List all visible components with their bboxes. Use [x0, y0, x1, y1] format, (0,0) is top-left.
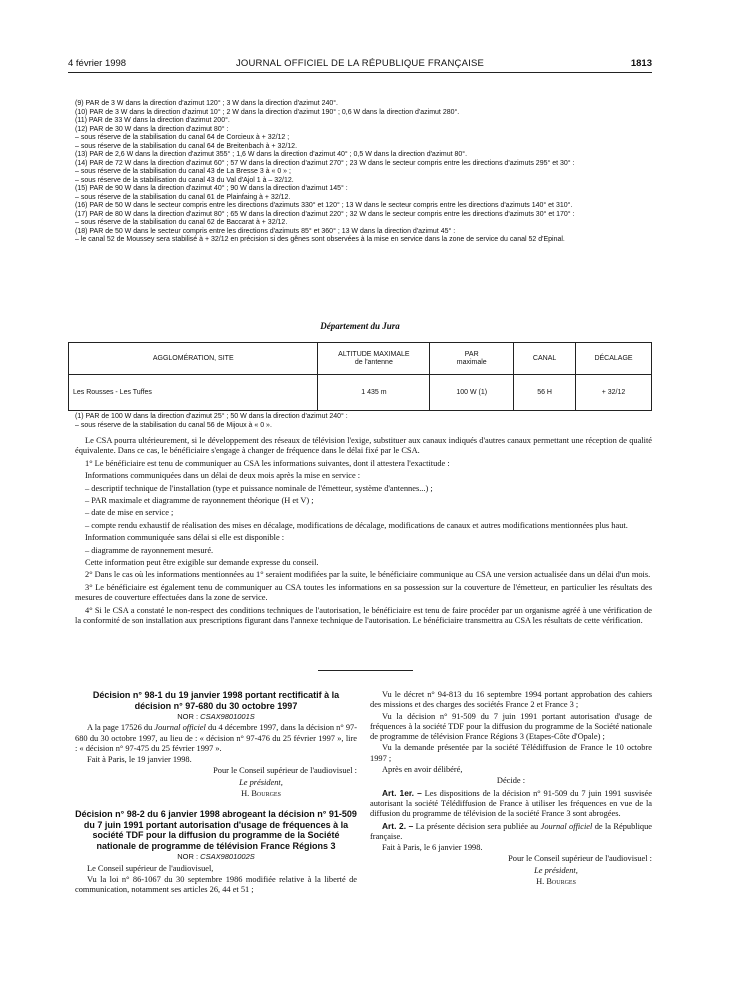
- paragraph: Après en avoir délibéré,: [382, 765, 463, 775]
- col-header-altitude: [318, 343, 430, 375]
- text-run: Journal officiel: [540, 821, 593, 831]
- signature-name: H. Bourges: [536, 877, 576, 887]
- list-item: – compte rendu exhaustif de réalisation des mises en décalage, modifications de décalage, modifications de canaux et autres modifications mentionnées plus haut.: [85, 520, 628, 530]
- nor-code: CSAX9801001S: [200, 712, 255, 721]
- paragraph: 2° Dans le cas où les informations mentionnées au 1° seraient modifiées par la suite, le bénéficiaire communique au CSA une version actualisée dans un délai d'un mois.: [85, 570, 651, 580]
- done-at: Fait à Paris, le 6 janvier 1998.: [382, 843, 483, 853]
- signature-name: H. Bourges: [241, 789, 281, 799]
- right-column: [370, 690, 652, 888]
- paragraph: [75, 723, 357, 754]
- header-rule: [68, 72, 652, 73]
- footnote: (1) PAR de 100 W dans la direction d'azimut 25° ; 50 W dans la direction d'azimut 240° :: [75, 413, 348, 420]
- signature-role: Le président,: [239, 777, 283, 787]
- article-label: Art. 1er. –: [382, 787, 422, 798]
- footnote: (18) PAR de 50 W dans le secteur compris entre les directions d'azimuts 85° et 360° ; 13 W dans la direction d'azimut 45° :: [75, 227, 456, 235]
- paragraph: Cette information peut être exigible sur demande expresse du conseil.: [85, 558, 319, 568]
- col-header-site: AGGLOMÉRATION, SITE: [69, 343, 318, 375]
- header-date: 4 février 1998: [68, 58, 127, 69]
- paragraph: 3° Le bénéficiaire est également tenu de communiquer au CSA toutes les informations en sa possession sur la couverture de l'émetteur, en particulier les résultats des mesures de couverture effectuées dans la zone de service.: [75, 582, 652, 603]
- par-sub-label: maximale: [456, 358, 487, 366]
- header-journal-title: JOURNAL OFFICIEL DE LA RÉPUBLIQUE FRANÇAISE: [235, 58, 485, 69]
- done-at: Fait à Paris, le 19 janvier 1998.: [87, 755, 192, 765]
- footnote: (17) PAR de 80 W dans la direction d'azimut 80° ; 65 W dans la direction d'azimut 220° ; 32 W dans le secteur compris entre les directions d'azimuts 30° et 170° :: [75, 210, 575, 218]
- list-item: – date de mise en service ;: [85, 508, 174, 518]
- footnote: (12) PAR de 30 W dans la direction d'azimut 80° :: [75, 125, 229, 133]
- footnote: (13) PAR de 2,6 W dans la direction d'azimut 355° ; 1,6 W dans la direction d'azimut 40° ; 0,5 W dans la direction d'azimut 80°.: [75, 151, 468, 158]
- footnote: (16) PAR de 50 W dans le secteur compris entre les directions d'azimuts 330° et 120° ; 13 W dans le secteur compris entre les directions d'azimuts 140° et 310°.: [75, 202, 573, 209]
- section-separator: [318, 670, 413, 671]
- header-page-number: 1813: [630, 58, 652, 69]
- list-item: – descriptif technique de l'installation (type et puissance nominale de l'émetteur, système d'antennes...) ;: [85, 483, 433, 493]
- paragraph: Vu la loi n° 86-1067 du 30 septembre 1986 modifiée relative à la liberté de communication, notamment ses articles 26, 44 et 51 ;: [75, 874, 357, 895]
- table-header-row: [69, 343, 652, 375]
- cell-par: 100 W (1): [430, 375, 514, 411]
- par-label: PAR: [464, 350, 479, 358]
- footnote: (14) PAR de 72 W dans la direction d'azimut 60° ; 57 W dans la direction d'azimut 270° ; 23 W dans le secteur compris entre les directions d'azimuts 295° et 30° :: [75, 159, 575, 167]
- paragraph: 1° Le bénéficiaire est tenu de communiquer au CSA les informations suivantes, dont il attestera l'exactitude :: [85, 458, 450, 468]
- footnote: – sous réserve de la stabilisation du canal 64 de Corcieux à + 32/12 ;: [75, 134, 290, 141]
- department-heading: Département du Jura: [320, 321, 400, 331]
- page-header: [68, 58, 652, 72]
- cell-altitude: 1 435 m: [318, 375, 430, 411]
- article-label: Art. 2. –: [382, 820, 414, 831]
- cell-site: Les Rousses - Les Tuffes: [69, 375, 318, 411]
- nor-reference: [75, 852, 357, 862]
- decide-heading: Décide :: [496, 776, 526, 786]
- paragraph: Vu la décision n° 91-509 du 7 juin 1991 portant autorisation d'usage de fréquences à la société TDF pour la diffusion du programme de la Société nationale de programme de télévision France Régions 3 (Etapes-Côte d'Opale) ;: [370, 711, 652, 742]
- text-run: La présente décision sera publiée au: [413, 821, 541, 831]
- nor-reference: [75, 712, 357, 722]
- nor-label: NOR :: [177, 852, 199, 862]
- nor-code: CSAX9801002S: [200, 852, 255, 862]
- cell-canal: 56 H: [514, 375, 576, 411]
- footnote: – sous réserve de la stabilisation du canal 43 du Val d'Ajol 1 à – 32/12.: [75, 176, 294, 184]
- altitude-label: ALTITUDE MAXIMALE: [338, 350, 410, 358]
- table-footnotes: [75, 413, 650, 430]
- conditions-text: [75, 436, 652, 629]
- article-2: [370, 821, 652, 843]
- col-header-decalage: DÉCALAGE: [576, 343, 652, 375]
- list-item: – PAR maximale et diagramme de rayonnement théorique (H et V) ;: [85, 496, 314, 506]
- text-run: de la République française.: [370, 821, 653, 841]
- frequency-table: [68, 342, 652, 411]
- decision-title: Décision n° 98-2 du 6 janvier 1998 abrogeant la décision n° 91-509 du 7 juin 1991 portant autorisation d'usage de fréquences à la société TDF pour la diffusion du programme de la Société nationale de programme de télévision France Régions 3: [75, 809, 357, 851]
- footnote: – le canal 52 de Moussey sera stabilisé à + 32/12 en précision si des gênes sont observées à la mise en service dans la zone de service du canal 52 d'Epinal.: [75, 236, 565, 243]
- footnote: (11) PAR de 33 W dans la direction d'azimut 200°.: [75, 117, 230, 124]
- footnote: (15) PAR de 90 W dans la direction d'azimut 40° ; 90 W dans la direction d'azimut 145° :: [75, 185, 348, 192]
- paragraph: Information communiquée sans délai si elle est disponible :: [85, 533, 285, 543]
- col-header-par: [430, 343, 514, 375]
- signature-role: Le président,: [534, 865, 578, 875]
- nor-label: NOR :: [177, 712, 199, 721]
- altitude-sub-label: de l'antenne: [354, 358, 393, 366]
- paragraph: Informations communiquées dans un délai de deux mois après la mise en service :: [85, 471, 361, 481]
- col-header-canal: CANAL: [514, 343, 576, 375]
- footnote: (10) PAR de 3 W dans la direction d'azimut 10° ; 2 W dans la direction d'azimut 190° ; 0,6 W dans la direction d'azimut 280°.: [75, 108, 460, 116]
- paragraph: 4° Si le CSA a constaté le non-respect des conditions techniques de l'autorisation, le bénéficiaire est tenu de faire procéder par un organisme agréé à une vérification de la conformité de son installation aux prescriptions figurant dans l'annexe technique de l'autorisation. Le bénéficiaire transmettra au CSA les résultats de cette vérification.: [75, 605, 652, 626]
- text-run: du 4 décembre 1997, dans la décision n° 97-680 du 30 octobre 1997, au lieu de : « décision n° 97-476 du 25 février 1997 », lire : « décision n° 97-475 du 25 février 1997 ».: [75, 723, 357, 753]
- paragraph: Vu la demande présentée par la société Télédiffusion de France le 10 octobre 1997 ;: [370, 743, 652, 763]
- footnote: – sous réserve de la stabilisation du canal 43 de La Bresse 3 à « 0 » ;: [75, 168, 291, 175]
- footnote: – sous réserve de la stabilisation du canal 64 de Breitenbach à + 32/12.: [75, 142, 298, 150]
- paragraph: Le CSA pourra ultérieurement, si le développement des réseaux de télévision l'exige, substituer aux canaux indiqués d'autres canaux permettant une réception de qualité équivalente. Dans ce cas, le bénéficiaire s'engage à changer de fréquence dans le délai fixé par le CSA.: [75, 436, 652, 456]
- table-row: [69, 375, 652, 411]
- decision-title: Décision n° 98-1 du 19 janvier 1998 portant rectificatif à la décision n° 97-680 du 30 octobre 1997: [92, 690, 340, 711]
- article-1: [370, 788, 652, 820]
- text-run: Journal officiel: [154, 723, 206, 733]
- text-run: A la page 17526 du: [87, 723, 155, 733]
- cell-decalage: + 32/12: [576, 375, 652, 411]
- footnote: – sous réserve de la stabilisation du canal 62 de Baccarat à + 32/12.: [75, 219, 288, 226]
- footnote: – sous réserve de la stabilisation du canal 56 de Mijoux à « 0 ».: [75, 421, 272, 429]
- footnotes-top: [75, 100, 650, 245]
- signature-for: Pour le Conseil supérieur de l'audiovisuel :: [213, 766, 357, 776]
- footnote: (9) PAR de 3 W dans la direction d'azimut 120° ; 3 W dans la direction d'azimut 240°.: [75, 100, 338, 107]
- paragraph: Le Conseil supérieur de l'audiovisuel,: [87, 863, 214, 873]
- left-column: [75, 690, 357, 897]
- paragraph: Vu le décret n° 94-813 du 16 septembre 1994 portant approbation des cahiers des missions et des charges des sociétés France 2 et France 3 ;: [370, 690, 652, 710]
- text-run: Les dispositions de la décision n° 91-509 du 7 juin 1991 susvisée autorisant la société Télédiffusion de France à utiliser les fréquences en vue de la diffusion du programme de télévision de la société France 3 sont abrogées.: [370, 788, 652, 819]
- signature-for: Pour le Conseil supérieur de l'audiovisuel :: [508, 854, 652, 864]
- list-item: – diagramme de rayonnement mesuré.: [85, 545, 214, 555]
- footnote: – sous réserve de la stabilisation du canal 61 de Plainfaing à + 32/12.: [75, 193, 291, 201]
